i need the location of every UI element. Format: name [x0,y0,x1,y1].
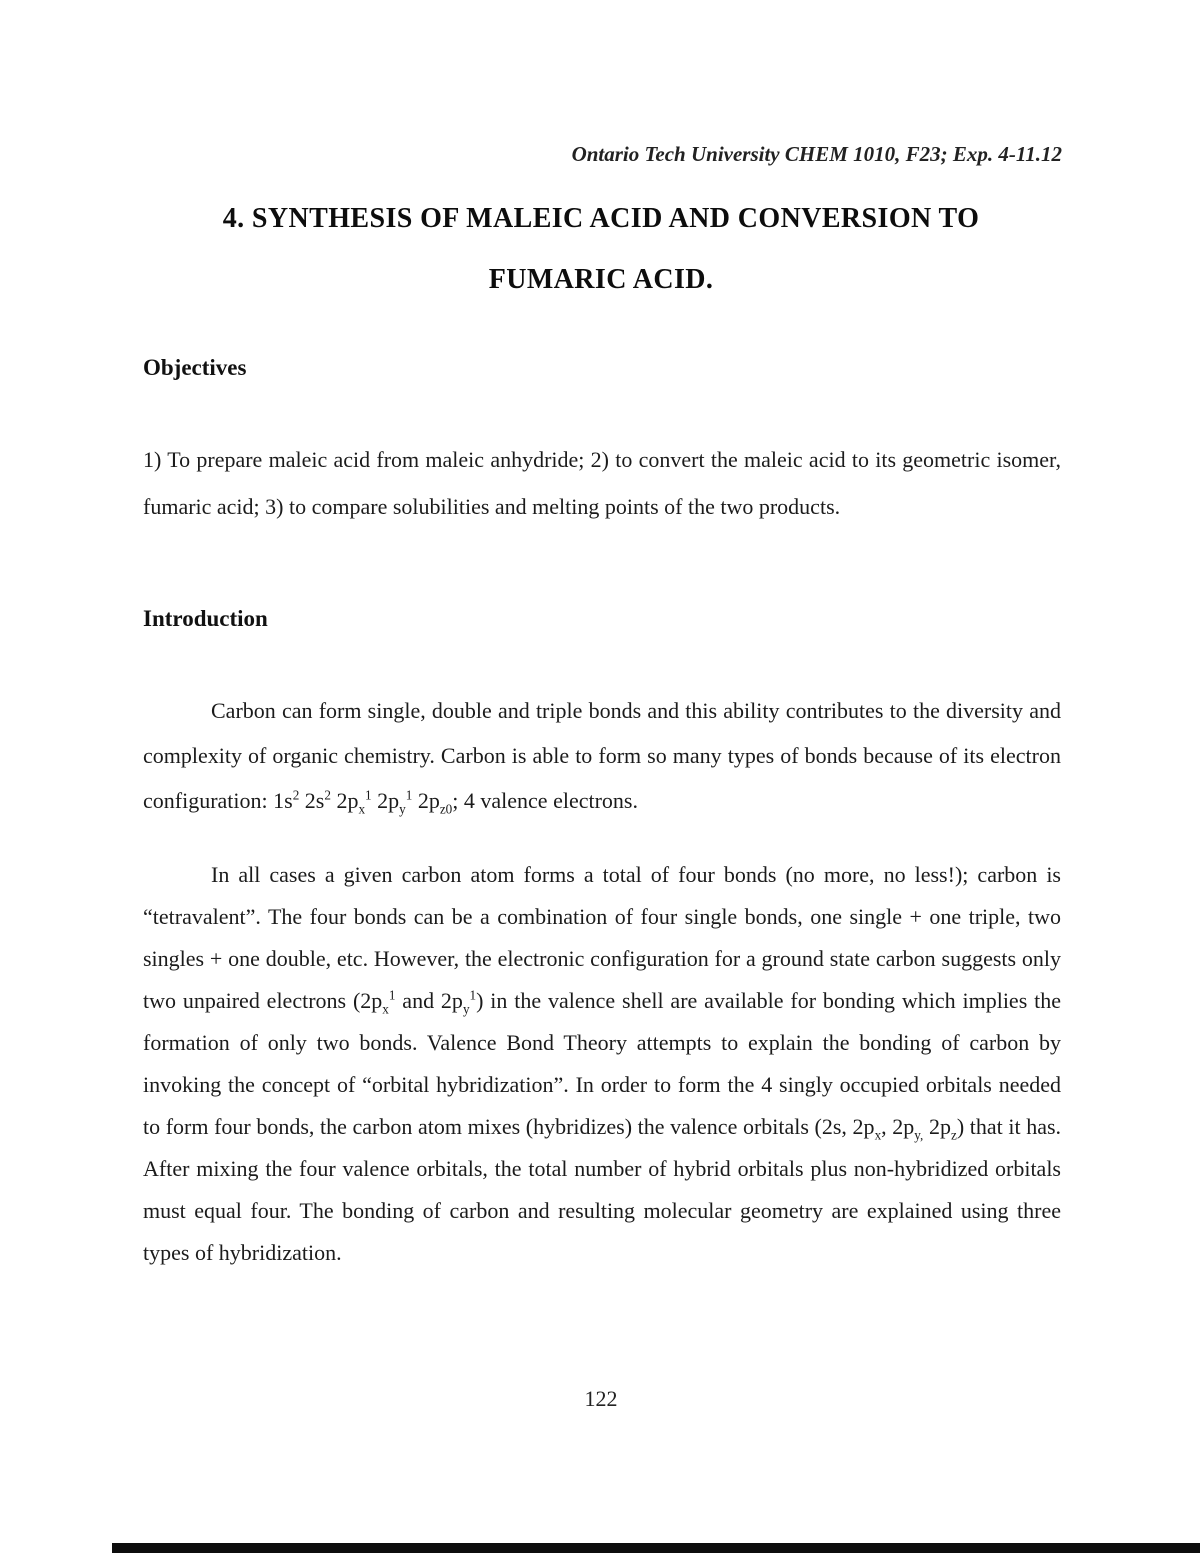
title-line-2: FUMARIC ACID. [488,264,714,295]
scan-artifact-bar [112,1543,1200,1553]
title-line-1: 4. SYNTHESIS OF MALEIC ACID AND CONVERSION TO [222,203,980,234]
introduction-heading: Introduction [143,606,268,631]
objectives-paragraph: 1) To prepare maleic acid from maleic anhydride; 2) to convert the maleic acid to its geometric isomer, fumaric acid; 3) to compare solubilities and melting points of the two products. [143,447,1061,519]
introduction-paragraph-2: In all cases a given carbon atom forms a total of four bonds (no more, no less!); carbon is “tetravalent”. The four bonds can be a combination of four single bonds, one single + one triple, two singles + one double, etc. However, the electronic configuration for a ground state carbon suggests only two unpaired electrons ($2p_x^1$ and $2p_y^1$) in the valence shell are available for bonding which implies the formation of only two bonds. Valence Bond Theory attempts to explain the bonding of carbon by invoking the concept of “orbital hybridization”. In order to form the 4 singly occupied orbitals needed to form four bonds, the carbon atom mixes (hybridizes) the valence orbitals (2s, $2p_x$, $2p_{y,}$ $2p_z$) that it has. After mixing the four valence orbitals, the total number of hybrid orbitals plus non-hybridized orbitals must equal four. The bonding of carbon and resulting molecular geometry are explained using three types of hybridization. [143,862,1062,1265]
introduction-paragraph-1: Carbon can form single, double and triple bonds and this ability contributes to the diversity and complexity of organic chemistry. Carbon is able to form so many types of bonds because of its electron configuration: $1s^2$ $2s^2$ $2p_x^1$ $2p_y^1$ $2p_{z0}$; 4 valence electrons. [143,698,1061,817]
objectives-heading: Objectives [143,355,247,380]
running-header: Ontario Tech University CHEM 1010, F23; Exp. 4-11.12 [571,142,1062,166]
page-number: 122 [584,1386,618,1411]
document-title [141,188,1061,310]
